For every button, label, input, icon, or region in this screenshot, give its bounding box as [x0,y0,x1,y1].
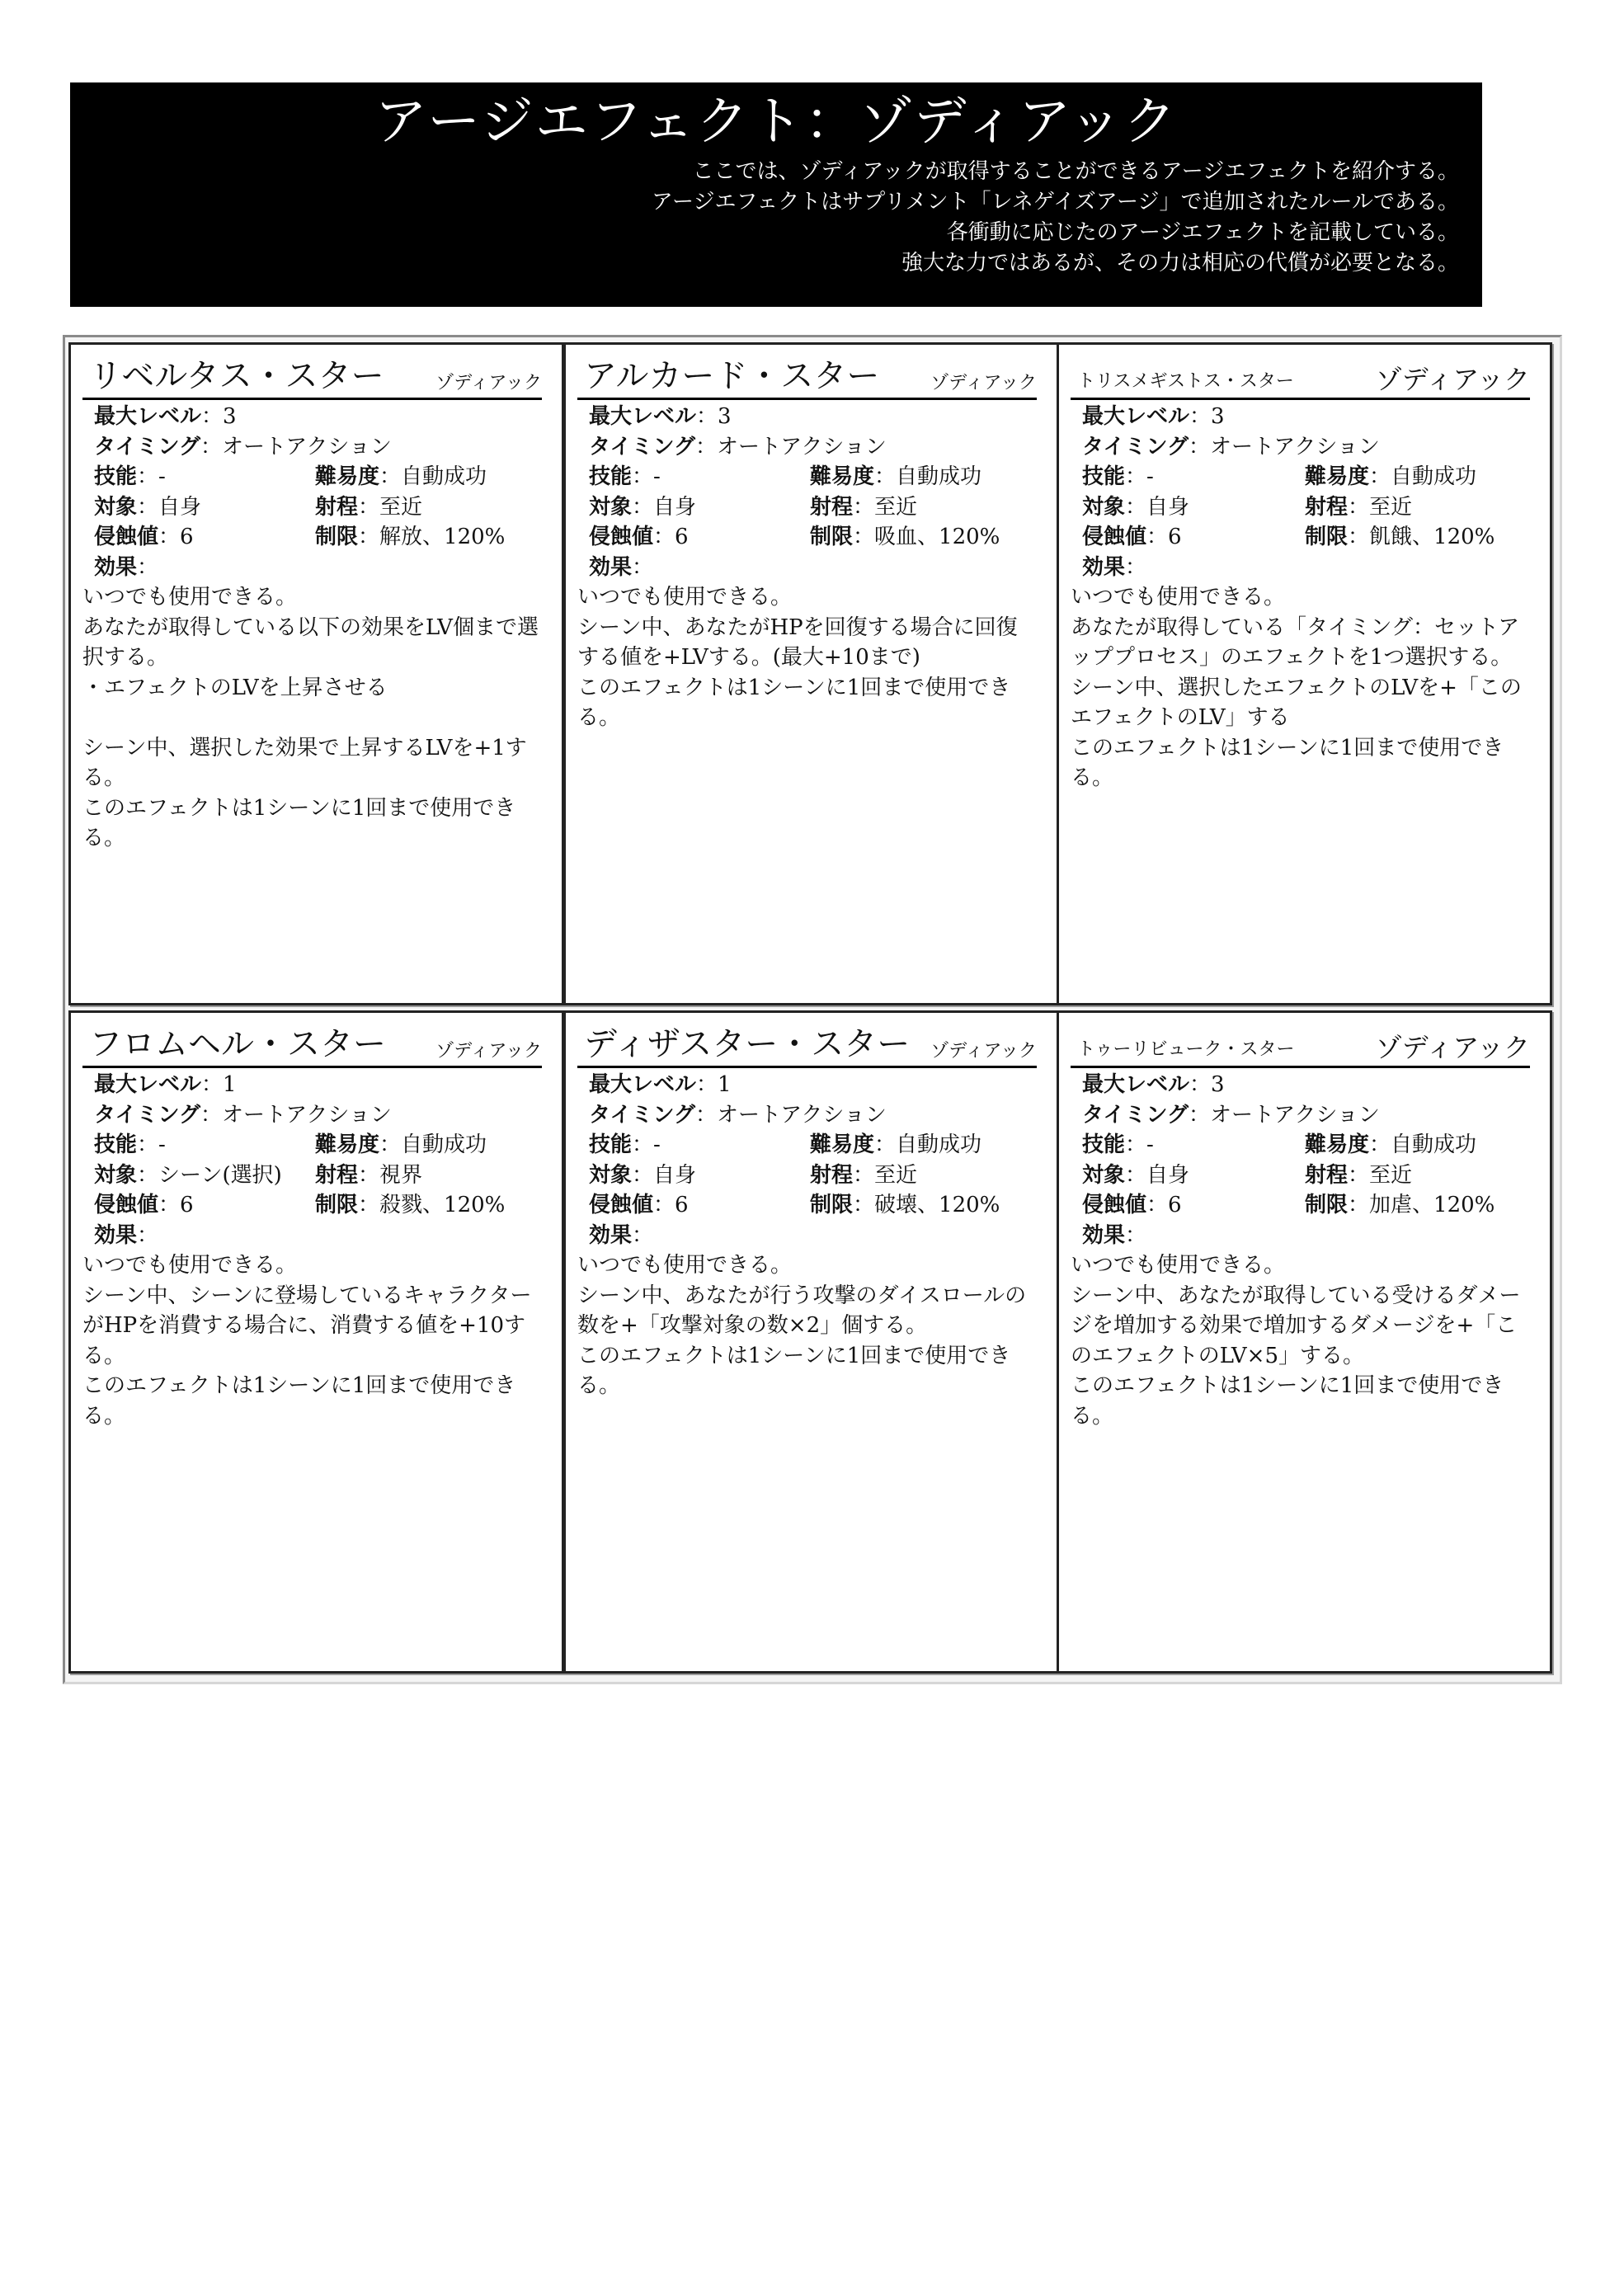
separator: ： [1146,525,1169,549]
effect-card-5 [563,1010,1059,1674]
separator: ： [137,1132,159,1157]
separator: ： [137,494,159,520]
effect-line: あなたが取得している以下の効果をLV個まで選択する。 [82,614,539,670]
effect-line: いつでも使用できる。 [82,1253,298,1278]
card-title-bar [82,1021,542,1068]
intro-line: アージエフェクトはサプリメント「レネゲイズアージ」で追加されたルールである。 [651,190,1459,214]
effect-line: いつでも使用できる。 [577,1253,793,1278]
limit-label: 制限 [810,525,854,549]
effect-text [577,582,1037,733]
effect-line: いつでも使用できる。 [82,585,298,610]
card-body [577,402,1037,733]
timing-row [1071,432,1530,463]
max-level-label: 最大レベル [589,1072,697,1097]
erosion-label: 侵蝕値 [1082,525,1147,549]
erosion-row [1071,1190,1530,1221]
class-tag: ゾディアック [930,373,1037,393]
card-title-bar [1071,1021,1530,1068]
timing-value: オートアクション [221,1102,392,1128]
skill-row [1071,1130,1530,1161]
target-row [577,1161,1037,1191]
separator: ： [1189,1072,1212,1097]
separator: ： [1188,1102,1210,1128]
card-body [82,402,542,854]
timing-label: タイミング [1082,434,1189,459]
skill-value: - [653,1132,661,1157]
effect-label: 効果 [94,554,138,580]
difficulty-value: 自動成功 [1391,464,1477,489]
separator: ： [358,1162,380,1188]
separator: ： [1369,1132,1391,1157]
skill-value: - [158,464,166,489]
erosion-row [577,522,1037,553]
range-value: 至近 [874,494,918,520]
effect-name: リベルタス・スター [89,357,384,395]
timing-row [1071,1100,1530,1131]
max-level-label: 最大レベル [94,404,202,429]
target-label: 対象 [1082,1162,1126,1188]
erosion-label: 侵蝕値 [1082,1193,1147,1217]
effect-line: シーン中、あなたが取得している受けるダメージを増加する効果で増加するダメージを+「このエフェクトのLV×5」する。 [1071,1283,1521,1368]
card-body [1071,402,1530,793]
separator: ： [358,494,380,520]
target-value: 自身 [653,1162,697,1188]
difficulty-label: 難易度 [810,464,875,489]
difficulty-value: 自動成功 [896,1132,982,1157]
difficulty-label: 難易度 [315,1132,380,1157]
target-row [82,1161,542,1191]
target-label: 対象 [94,494,138,520]
max-level-row [1071,402,1530,432]
target-label: 対象 [589,494,633,520]
effect-label: 効果 [589,554,633,580]
timing-value: オートアクション [1209,434,1380,459]
erosion-value: 6 [675,1193,689,1217]
effect-label-row [577,553,1037,583]
effect-text [1071,1250,1530,1431]
effect-label: 効果 [94,1222,138,1248]
timing-label: タイミング [589,1102,695,1128]
max-level-row [1071,1070,1530,1100]
separator: ： [694,1102,717,1128]
limit-label: 制限 [1305,1193,1349,1217]
effect-label-row [82,1221,542,1251]
separator: ： [632,494,654,520]
erosion-row [82,1190,542,1221]
effect-card-3 [1057,342,1552,1005]
effect-label: 効果 [589,1222,633,1248]
range-value: 視界 [379,1162,423,1188]
max-level-value: 3 [1211,404,1225,429]
max-level-value: 1 [223,1072,237,1097]
limit-label: 制限 [315,525,359,549]
skill-value: - [1146,1132,1154,1157]
timing-row [82,1100,542,1131]
separator: ： [632,464,654,489]
target-row [1071,492,1530,523]
target-value: 自身 [1146,1162,1190,1188]
separator: ： [137,1222,159,1248]
effect-line: シーン中、シーンに登場しているキャラクターがHPを消費する場合に、消費する値を+10する。 [82,1283,532,1368]
separator: ： [874,464,897,489]
difficulty-value: 自動成功 [896,464,982,489]
effect-line: このエフェクトは1シーンに1回まで使用できる。 [82,795,516,850]
effect-label-row [82,553,542,583]
timing-value: オートアクション [716,1102,887,1128]
timing-label: タイミング [1082,1102,1189,1128]
range-value: 至近 [874,1162,918,1188]
range-label: 射程 [810,1162,854,1188]
effect-name: ディザスター・スター [584,1025,911,1063]
timing-row [577,1100,1037,1131]
separator: ： [137,554,159,580]
card-body [82,1070,542,1431]
card-title-bar [1071,353,1530,400]
difficulty-value: 自動成功 [401,464,487,489]
difficulty-label: 難易度 [810,1132,875,1157]
difficulty-value: 自動成功 [401,1132,487,1157]
effect-label-row [1071,1221,1530,1251]
separator: ： [1369,464,1391,489]
erosion-value: 6 [675,525,689,549]
effect-line: シーン中、あなたが行う攻撃のダイスロールの数を+「攻撃対象の数×2」個する。 [577,1283,1027,1338]
separator: ： [1146,1193,1169,1217]
erosion-label: 侵蝕値 [589,1193,654,1217]
effect-card-2 [563,342,1059,1005]
target-label: 対象 [94,1162,138,1188]
timing-row [82,432,542,463]
timing-label: タイミング [589,434,695,459]
skill-row [1071,462,1530,492]
effect-line: このエフェクトは1シーンに1回まで使用できる。 [577,1343,1011,1398]
difficulty-label: 難易度 [1305,1132,1370,1157]
limit-label: 制限 [810,1193,854,1217]
difficulty-label: 難易度 [315,464,380,489]
separator: ： [853,1162,875,1188]
max-level-label: 最大レベル [1082,1072,1190,1097]
card-body [1071,1070,1530,1431]
class-tag: ゾディアック [435,373,542,393]
timing-value: オートアクション [1209,1102,1380,1128]
separator: ： [1125,494,1147,520]
target-label: 対象 [589,1162,633,1188]
range-label: 射程 [1305,494,1349,520]
separator: ： [137,1162,159,1188]
range-label: 射程 [1305,1162,1349,1188]
separator: ： [201,1072,224,1097]
effect-text [82,582,542,854]
separator: ： [1348,1193,1370,1217]
range-label: 射程 [315,1162,359,1188]
effect-line: シーン中、あなたがHPを回復する場合に回復する値を+LVする。(最大+10まで) [577,614,1018,670]
target-value: 自身 [1146,494,1190,520]
separator: ： [653,1193,675,1217]
effect-text [1071,582,1530,793]
separator: ： [1348,494,1370,520]
skill-value: - [158,1132,166,1157]
intro-line: ここでは、ゾディアックが取得することができるアージエフェクトを紹介する。 [692,159,1459,184]
limit-value: 加虐、120% [1369,1193,1495,1217]
intro-line: 強大な力ではあるが、その力は相応の代償が必要となる。 [901,251,1459,275]
separator: ： [632,1222,654,1248]
max-level-label: 最大レベル [589,404,697,429]
separator: ： [200,1102,222,1128]
timing-value: オートアクション [716,434,887,459]
class-tag: ゾディアック [1375,364,1530,395]
separator: ： [853,1193,875,1217]
separator: ： [1348,1162,1370,1188]
effect-label-row [1071,553,1530,583]
skill-label: 技能 [589,1132,633,1157]
target-label: 対象 [1082,494,1126,520]
separator: ： [694,434,717,459]
skill-row [82,462,542,492]
max-level-row [82,1070,542,1100]
erosion-label: 侵蝕値 [94,1193,159,1217]
skill-label: 技能 [94,1132,138,1157]
separator: ： [632,1132,654,1157]
separator: ： [158,525,181,549]
max-level-value: 3 [718,404,732,429]
skill-row [577,1130,1037,1161]
timing-label: タイミング [94,1102,200,1128]
effect-card-1 [68,342,564,1005]
separator: ： [1125,1222,1147,1248]
card-title-bar [577,353,1037,400]
separator: ： [696,404,718,429]
effect-label-row [577,1221,1037,1251]
range-value: 至近 [379,494,423,520]
separator: ： [632,1162,654,1188]
target-row [1071,1161,1530,1191]
class-tag: ゾディアック [1375,1032,1530,1063]
skill-label: 技能 [1082,1132,1126,1157]
skill-label: 技能 [589,464,633,489]
range-label: 射程 [810,494,854,520]
card-body [577,1070,1037,1401]
separator: ： [874,1132,897,1157]
erosion-value: 6 [180,1193,194,1217]
effect-line: あなたが取得している「タイミング：セットアッププロセス」のエフェクトを1つ選択する。 [1071,614,1520,670]
timing-row [577,432,1037,463]
separator: ： [137,464,159,489]
timing-label: タイミング [94,434,200,459]
max-level-label: 最大レベル [1082,404,1190,429]
effect-name: アルカード・スター [584,357,880,395]
target-value: 自身 [653,494,697,520]
max-level-value: 3 [1211,1072,1225,1097]
erosion-label: 侵蝕値 [589,525,654,549]
effect-line: いつでも使用できる。 [577,585,793,610]
timing-value: オートアクション [221,434,392,459]
max-level-row [577,1070,1037,1100]
page-title: アージエフェクト：ゾディアック [374,92,1178,153]
card-title-bar [577,1021,1037,1068]
max-level-value: 1 [718,1072,732,1097]
separator: ： [200,434,222,459]
page-header [70,82,1482,307]
separator: ： [1125,554,1147,580]
erosion-label: 侵蝕値 [94,525,159,549]
card-title-bar [82,353,542,400]
range-label: 射程 [315,494,359,520]
effect-line: いつでも使用できる。 [1071,585,1286,610]
skill-row [82,1130,542,1161]
difficulty-value: 自動成功 [1391,1132,1477,1157]
separator: ： [201,404,224,429]
separator: ： [653,525,675,549]
separator: ： [1189,404,1212,429]
max-level-row [82,402,542,432]
target-row [577,492,1037,523]
target-value: シーン(選択) [158,1162,282,1188]
separator: ： [379,1132,402,1157]
max-level-label: 最大レベル [94,1072,202,1097]
effect-card-4 [68,1010,564,1674]
effect-name: トリスメギストス・スター [1077,371,1294,392]
erosion-row [577,1190,1037,1221]
effect-line: このエフェクトは1シーンに1回まで使用できる。 [577,675,1011,730]
limit-label: 制限 [1305,525,1349,549]
skill-value: - [653,464,661,489]
max-level-value: 3 [223,404,237,429]
effect-name: フロムヘル・スター [89,1025,386,1063]
skill-label: 技能 [1082,464,1126,489]
limit-label: 制限 [315,1193,359,1217]
effect-card-grid [63,335,1562,1684]
separator: ： [632,554,654,580]
effect-line: このエフェクトは1シーンに1回まで使用できる。 [82,1373,516,1429]
separator: ： [696,1072,718,1097]
effect-line: ・エフェクトのLVを上昇させる [82,675,388,700]
effect-line: このエフェクトは1シーンに1回まで使用できる。 [1071,735,1504,790]
separator: ： [158,1193,181,1217]
target-row [82,492,542,523]
separator: ： [1188,434,1210,459]
erosion-row [1071,522,1530,553]
effect-label: 効果 [1082,1222,1126,1248]
separator: ： [358,1193,380,1217]
effect-line: いつでも使用できる。 [1071,1253,1286,1278]
range-value: 至近 [1369,1162,1413,1188]
limit-value: 破壊、120% [874,1193,1000,1217]
limit-value: 飢餓、120% [1369,525,1495,549]
separator: ： [1125,1162,1147,1188]
effect-text [82,1250,542,1431]
class-tag: ゾディアック [435,1041,542,1062]
skill-value: - [1146,464,1154,489]
separator: ： [379,464,402,489]
difficulty-label: 難易度 [1305,464,1370,489]
separator: ： [1125,464,1147,489]
erosion-value: 6 [1168,1193,1182,1217]
intro-line: 各衝動に応じたのアージエフェクトを記載している。 [946,220,1459,245]
effect-card-6 [1057,1010,1552,1674]
effect-name: トゥーリビューク・スター [1077,1039,1295,1060]
skill-row [577,462,1037,492]
range-value: 至近 [1369,494,1413,520]
intro-text [652,157,1459,279]
max-level-row [577,402,1037,432]
effect-line [82,703,542,733]
separator: ： [358,525,380,549]
separator: ： [853,525,875,549]
effect-line: シーン中、選択した効果で上昇するLVを+1する。 [82,735,527,790]
separator: ： [1125,1132,1147,1157]
limit-value: 吸血、120% [874,525,1000,549]
erosion-value: 6 [1168,525,1182,549]
effect-text [577,1250,1037,1401]
effect-line: シーン中、選択したエフェクトのLVを+「このエフェクトのLV」する [1071,675,1522,730]
effect-line: このエフェクトは1シーンに1回まで使用できる。 [1071,1373,1504,1429]
separator: ： [853,494,875,520]
skill-label: 技能 [94,464,138,489]
erosion-value: 6 [180,525,194,549]
erosion-row [82,522,542,553]
limit-value: 殺戮、120% [379,1193,506,1217]
separator: ： [1348,525,1370,549]
effect-label: 効果 [1082,554,1126,580]
class-tag: ゾディアック [930,1041,1037,1062]
limit-value: 解放、120% [379,525,506,549]
target-value: 自身 [158,494,202,520]
